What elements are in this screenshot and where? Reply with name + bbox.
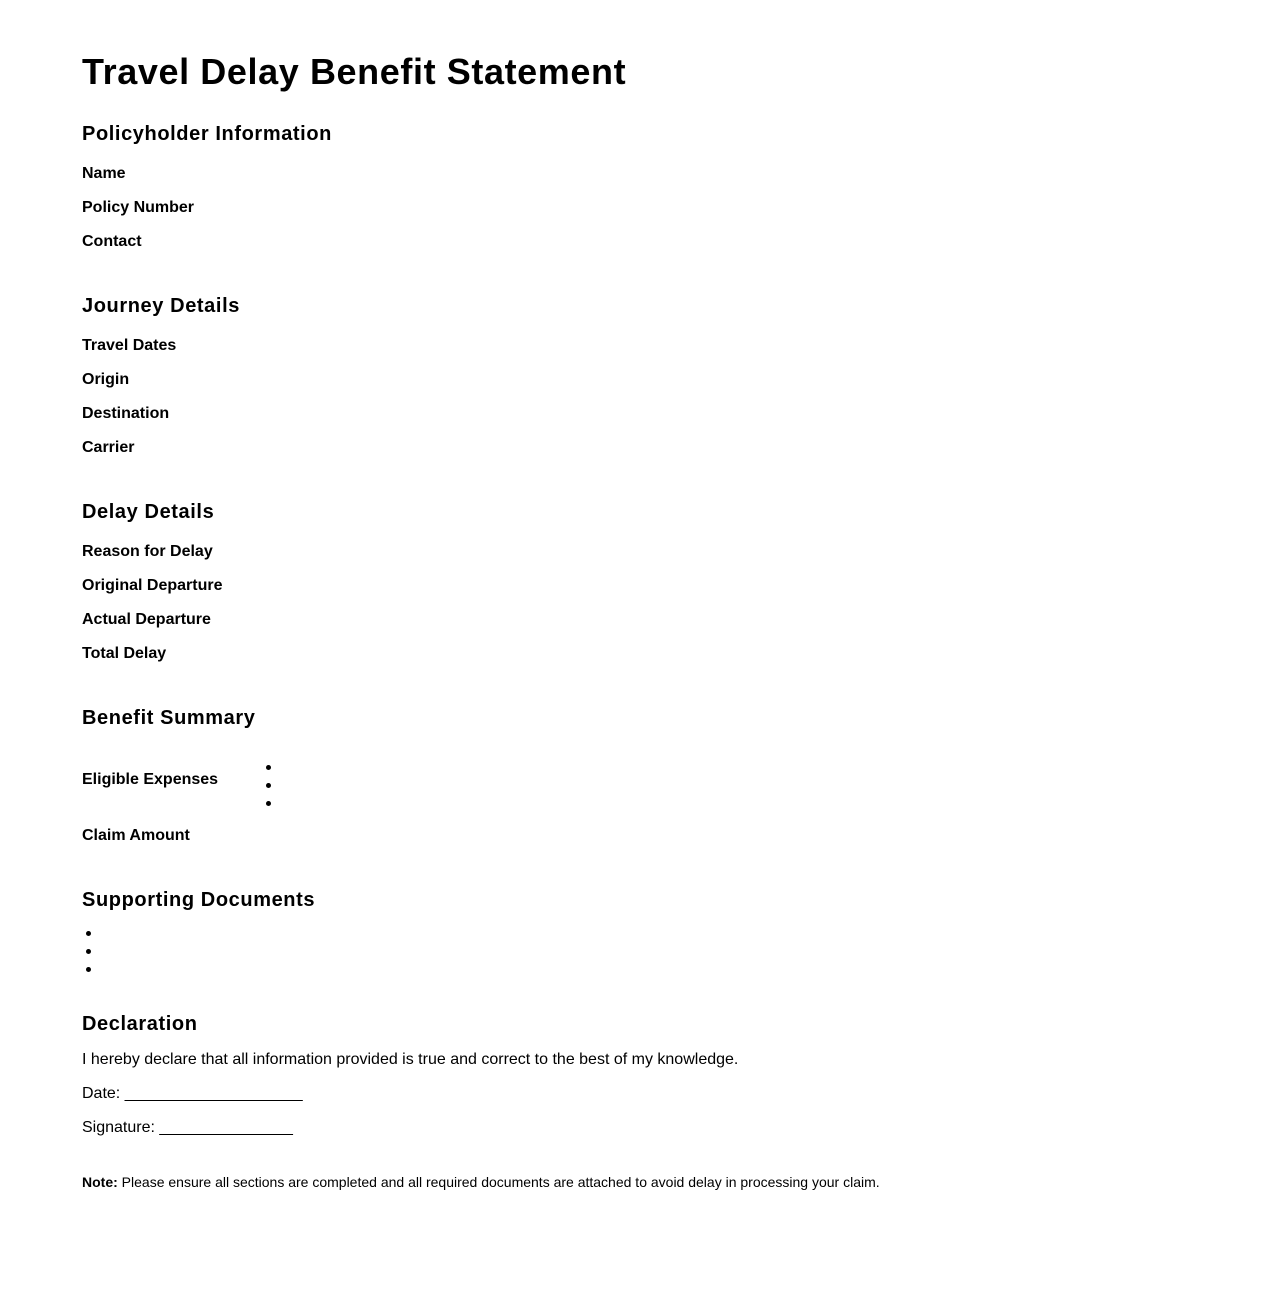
field-label-eligible-expenses: Eligible Expenses [82, 771, 219, 788]
list-bullet [266, 765, 271, 770]
field-label-travel-dates: Travel Dates [82, 337, 177, 354]
note-label: Note: [82, 1174, 118, 1190]
field-label-carrier: Carrier [82, 439, 135, 456]
signature-field[interactable]: Signature: _______________ [82, 1119, 293, 1136]
field-label-reason: Reason for Delay [82, 543, 213, 560]
section-heading-declaration: Declaration [82, 1013, 198, 1035]
field-label-claim-amount: Claim Amount [82, 827, 190, 844]
page-title: Travel Delay Benefit Statement [82, 51, 627, 92]
section-heading-policyholder: Policyholder Information [82, 123, 332, 145]
section-heading-documents: Supporting Documents [82, 889, 316, 911]
date-field[interactable]: Date: ____________________ [82, 1085, 303, 1102]
declaration-statement: I hereby declare that all information provided is true and correct to the best of my knowledge. [82, 1051, 739, 1068]
list-bullet [86, 949, 91, 954]
field-label-actual-departure: Actual Departure [82, 611, 211, 628]
field-label-origin: Origin [82, 371, 130, 388]
field-label-name: Name [82, 165, 126, 182]
field-label-contact: Contact [82, 233, 142, 250]
field-label-original-departure: Original Departure [82, 577, 223, 594]
section-heading-journey: Journey Details [82, 295, 240, 317]
footer-note [82, 1173, 880, 1191]
field-label-policy-number: Policy Number [82, 199, 195, 216]
section-heading-benefit: Benefit Summary [82, 707, 256, 729]
list-bullet [86, 967, 91, 972]
list-bullet [266, 801, 271, 806]
list-bullet [86, 931, 91, 936]
field-label-destination: Destination [82, 405, 170, 422]
section-heading-delay: Delay Details [82, 501, 215, 523]
list-bullet [266, 783, 271, 788]
note-text: Please ensure all sections are completed and all required documents are attached to avoid delay in processing your claim. [117, 1174, 880, 1190]
field-label-total-delay: Total Delay [82, 645, 167, 662]
